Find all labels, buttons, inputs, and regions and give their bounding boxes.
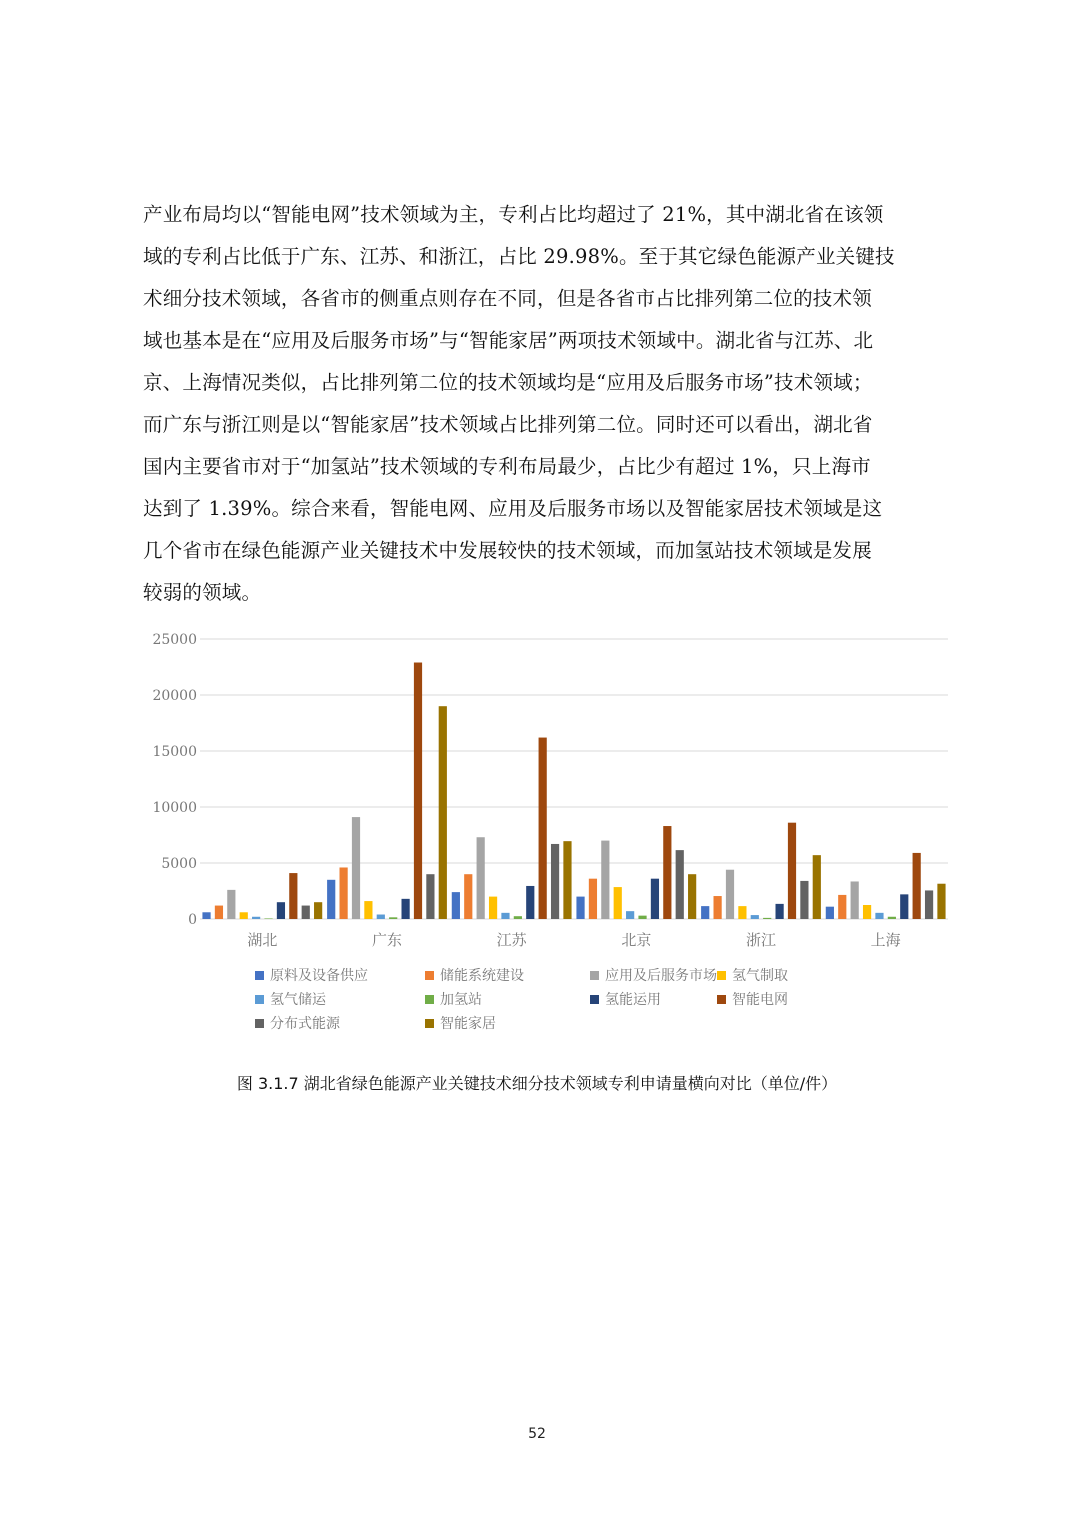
body-line: 较弱的领域。 <box>143 572 943 614</box>
bar <box>701 906 709 919</box>
bar <box>676 850 684 919</box>
legend-item <box>425 989 482 1009</box>
bar <box>364 901 372 919</box>
legend-label: 智能电网 <box>732 989 788 1009</box>
bar <box>240 912 248 919</box>
bar <box>377 915 385 919</box>
bar <box>651 879 659 919</box>
bar <box>663 826 671 919</box>
body-line: 域的专利占比低于广东、江苏、和浙江，占比 29.98%。至于其它绿色能源产业关键技 <box>143 236 943 278</box>
bar <box>340 867 348 919</box>
legend-label: 氢气制取 <box>732 965 788 985</box>
y-tick-label: 5000 <box>161 856 197 872</box>
legend-label: 氢能运用 <box>605 989 661 1009</box>
y-tick-label: 10000 <box>152 800 197 816</box>
body-line: 京、上海情况类似，占比排列第二位的技术领域均是“应用及后服务市场”技术领域； <box>143 362 943 404</box>
legend-swatch <box>717 971 726 980</box>
body-line: 达到了 1.39%。综合来看，智能电网、应用及后服务市场以及智能家居技术领域是这 <box>143 488 943 530</box>
legend-item <box>255 965 368 985</box>
legend-swatch <box>590 971 599 980</box>
bar <box>314 902 322 919</box>
bar <box>227 890 235 919</box>
bar <box>514 916 522 919</box>
bar <box>738 906 746 919</box>
bar <box>452 892 460 919</box>
legend-item <box>425 1013 496 1033</box>
bar <box>925 890 933 919</box>
bar <box>813 855 821 919</box>
body-line: 产业布局均以“智能电网”技术领域为主，专利占比均超过了 21%，其中湖北省在该领 <box>143 194 943 236</box>
legend-label: 分布式能源 <box>270 1013 340 1033</box>
body-line: 而广东与浙江则是以“智能家居”技术领域占比排列第二位。同时还可以看出，湖北省 <box>143 404 943 446</box>
bar <box>289 873 297 919</box>
legend-swatch <box>255 1019 264 1028</box>
x-tick-label: 江苏 <box>497 931 528 949</box>
legend-item <box>255 989 326 1009</box>
legend-swatch <box>717 995 726 1004</box>
bar <box>913 853 921 919</box>
bar <box>563 841 571 919</box>
x-tick-label: 湖北 <box>247 931 277 949</box>
bar <box>489 897 497 919</box>
bar <box>414 663 422 919</box>
y-tick-label: 0 <box>188 912 197 928</box>
bar <box>202 912 210 919</box>
legend-item <box>590 989 661 1009</box>
bar <box>863 905 871 919</box>
bar <box>626 911 634 919</box>
body-line: 术细分技术领域，各省市的侧重点则存在不同，但是各省市占比排列第二位的技术领 <box>143 278 943 320</box>
bar <box>800 881 808 919</box>
x-tick-label: 浙江 <box>746 931 776 949</box>
body-line: 几个省市在绿色能源产业关键技术中发展较快的技术领域，而加氢站技术领域是发展 <box>143 530 943 572</box>
bar <box>302 906 310 919</box>
figure-caption: 图 3.1.7 湖北省绿色能源产业关键技术细分技术领域专利申请量横向对比（单位/件） <box>0 1071 1074 1094</box>
bar <box>937 884 945 919</box>
bar-chart <box>140 625 960 1045</box>
legend-item <box>255 1013 340 1033</box>
y-tick-label: 20000 <box>152 688 197 704</box>
bar <box>638 916 646 919</box>
legend-swatch <box>425 1019 434 1028</box>
legend-label: 应用及后服务市场 <box>605 965 717 985</box>
page-number: 52 <box>0 1426 1074 1442</box>
bar <box>551 844 559 919</box>
bar <box>576 897 584 919</box>
legend-label: 氢气储运 <box>270 989 326 1009</box>
bar <box>714 896 722 919</box>
bar <box>751 915 759 919</box>
bar <box>501 913 509 919</box>
legend-label: 加氢站 <box>440 989 482 1009</box>
body-line: 国内主要省市对于“加氢站”技术领域的专利布局最少，占比少有超过 1%，只上海市 <box>143 446 943 488</box>
bar <box>688 874 696 919</box>
legend-swatch <box>425 995 434 1004</box>
bar <box>526 886 534 919</box>
bar <box>277 902 285 919</box>
bar <box>426 874 434 919</box>
body-line: 域也基本是在“应用及后服务市场”与“智能家居”两项技术领域中。湖北省与江苏、北 <box>143 320 943 362</box>
bar <box>327 880 335 919</box>
bar <box>726 870 734 919</box>
x-tick-label: 广东 <box>372 931 402 949</box>
legend-item <box>425 965 524 985</box>
bar <box>439 706 447 919</box>
bar <box>763 918 771 919</box>
bar <box>788 823 796 919</box>
legend-item <box>717 989 788 1009</box>
chart-plot <box>140 625 960 955</box>
y-tick-label: 15000 <box>152 744 197 760</box>
legend-label: 储能系统建设 <box>440 965 524 985</box>
body-paragraph <box>143 194 943 614</box>
bar <box>589 879 597 919</box>
y-tick-label: 25000 <box>152 632 197 648</box>
bar <box>838 895 846 919</box>
bar <box>851 881 859 919</box>
legend-swatch <box>255 995 264 1004</box>
bar <box>888 917 896 919</box>
bar <box>614 887 622 919</box>
bar <box>539 738 547 919</box>
bar <box>776 904 784 919</box>
bar <box>826 907 834 919</box>
legend-item <box>717 965 788 985</box>
bar <box>601 841 609 919</box>
legend-item <box>590 965 717 985</box>
bar <box>402 899 410 919</box>
bar <box>264 918 272 919</box>
bar <box>352 817 360 919</box>
x-tick-label: 上海 <box>871 931 901 949</box>
bar <box>464 874 472 919</box>
bar <box>389 917 397 919</box>
bar <box>477 837 485 919</box>
bar <box>900 894 908 919</box>
x-tick-label: 北京 <box>621 931 651 949</box>
legend-swatch <box>255 971 264 980</box>
bar <box>252 917 260 919</box>
legend-label: 原料及设备供应 <box>270 965 368 985</box>
legend-label: 智能家居 <box>440 1013 496 1033</box>
bar <box>215 906 223 919</box>
legend-swatch <box>425 971 434 980</box>
legend-swatch <box>590 995 599 1004</box>
bar <box>875 913 883 919</box>
